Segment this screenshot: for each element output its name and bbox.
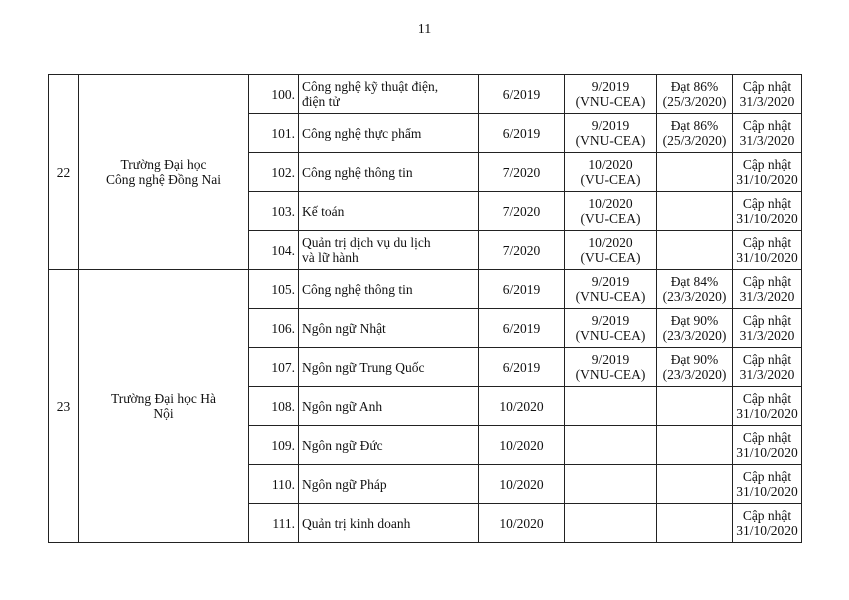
accreditation-result — [657, 114, 733, 153]
program-number: 102. — [249, 153, 299, 192]
external-evaluation-line: 9/2019 — [591, 79, 630, 94]
self-assessment-date: 6/2019 — [479, 114, 565, 153]
program-name-line: Ngôn ngữ Nhật — [302, 320, 386, 336]
school-name-line: Trường Đại học — [120, 157, 207, 172]
external-evaluation-line: (VU-CEA) — [580, 172, 641, 187]
accreditation-result — [657, 192, 733, 231]
table-row — [49, 75, 802, 114]
program-name — [299, 114, 479, 153]
accreditation-result-line: (23/3/2020) — [662, 328, 727, 343]
external-evaluation — [565, 114, 657, 153]
school-name — [79, 75, 249, 270]
external-evaluation — [565, 387, 657, 426]
program-name-line: Kế toán — [302, 203, 345, 219]
update-note — [733, 75, 802, 114]
program-number: 101. — [249, 114, 299, 153]
external-evaluation-line: (VNU-CEA) — [575, 133, 646, 148]
external-evaluation — [565, 426, 657, 465]
accreditation-result-line: (25/3/2020) — [662, 94, 727, 109]
self-assessment-date: 10/2020 — [479, 387, 565, 426]
update-note — [733, 504, 802, 543]
external-evaluation-line: 9/2019 — [591, 313, 630, 328]
update-note-line: Cập nhật — [742, 118, 792, 133]
external-evaluation-line: (VNU-CEA) — [575, 289, 646, 304]
update-note — [733, 348, 802, 387]
update-note-line: 31/3/2020 — [739, 289, 795, 304]
external-evaluation-line: (VU-CEA) — [580, 211, 641, 226]
accreditation-result-line: Đạt 86% — [670, 118, 719, 133]
school-name-line: Nội — [153, 406, 174, 421]
program-name-line: Công nghệ thông tin — [302, 164, 413, 180]
update-note-line: 31/10/2020 — [736, 445, 798, 460]
self-assessment-date: 6/2019 — [479, 348, 565, 387]
update-note-line: 31/10/2020 — [736, 172, 798, 187]
program-name-line: Công nghệ kỹ thuật điện, — [302, 79, 439, 94]
program-name-line: Quản trị dịch vụ du lịch — [302, 235, 431, 250]
update-note-line: 31/3/2020 — [739, 367, 795, 382]
update-note-line: Cập nhật — [742, 79, 792, 94]
self-assessment-date: 7/2020 — [479, 231, 565, 270]
external-evaluation — [565, 75, 657, 114]
program-name — [299, 153, 479, 192]
external-evaluation-line: 9/2019 — [591, 352, 630, 367]
page-number: 11 — [417, 22, 432, 37]
update-note-line: Cập nhật — [742, 469, 792, 484]
update-note-line: 31/3/2020 — [739, 133, 795, 148]
program-number: 110. — [249, 465, 299, 504]
program-number: 107. — [249, 348, 299, 387]
update-note — [733, 114, 802, 153]
school-name-line: Trường Đại học Hà — [110, 391, 217, 406]
update-note-line: Cập nhật — [742, 508, 792, 523]
update-note-line: Cập nhật — [742, 196, 792, 211]
update-note-line: 31/10/2020 — [736, 211, 798, 226]
program-name — [299, 465, 479, 504]
program-number: 108. — [249, 387, 299, 426]
program-number: 109. — [249, 426, 299, 465]
update-note-line: 31/10/2020 — [736, 523, 798, 538]
accreditation-result — [657, 426, 733, 465]
update-note-line: Cập nhật — [742, 430, 792, 445]
update-note-line: 31/10/2020 — [736, 484, 798, 499]
accreditation-result-line: Đạt 90% — [670, 352, 719, 367]
program-name — [299, 75, 479, 114]
program-name-line: Ngôn ngữ Trung Quốc — [302, 359, 425, 375]
accreditation-result-line: Đạt 90% — [670, 313, 719, 328]
update-note — [733, 153, 802, 192]
external-evaluation-line: 10/2020 — [588, 157, 633, 172]
external-evaluation-line: 10/2020 — [588, 235, 633, 250]
accreditation-result-line: (23/3/2020) — [662, 367, 727, 382]
update-note-line: Cập nhật — [742, 391, 792, 406]
school-name-line: Công nghệ Đồng Nai — [105, 172, 222, 187]
external-evaluation — [565, 153, 657, 192]
update-note — [733, 465, 802, 504]
update-note-line: Cập nhật — [742, 157, 792, 172]
program-name-line: và lữ hành — [302, 250, 359, 265]
school-index: 23 — [49, 270, 79, 543]
external-evaluation-line: (VU-CEA) — [580, 250, 641, 265]
update-note-line: 31/3/2020 — [739, 328, 795, 343]
table-row — [49, 270, 802, 309]
accreditation-result — [657, 75, 733, 114]
external-evaluation — [565, 192, 657, 231]
accreditation-result — [657, 504, 733, 543]
self-assessment-date: 7/2020 — [479, 192, 565, 231]
accreditation-result — [657, 465, 733, 504]
accreditation-result — [657, 231, 733, 270]
external-evaluation — [565, 465, 657, 504]
update-note-line: Cập nhật — [742, 352, 792, 367]
program-number: 100. — [249, 75, 299, 114]
program-name — [299, 426, 479, 465]
self-assessment-date: 7/2020 — [479, 153, 565, 192]
program-name-line: Công nghệ thực phẩm — [302, 125, 422, 141]
update-note-line: 31/3/2020 — [739, 94, 795, 109]
external-evaluation — [565, 231, 657, 270]
update-note-line: Cập nhật — [742, 313, 792, 328]
accreditation-result — [657, 348, 733, 387]
external-evaluation-line: (VNU-CEA) — [575, 328, 646, 343]
program-number: 103. — [249, 192, 299, 231]
external-evaluation — [565, 270, 657, 309]
school-name — [79, 270, 249, 543]
update-note — [733, 192, 802, 231]
external-evaluation-line: 10/2020 — [588, 196, 633, 211]
external-evaluation-line: 9/2019 — [591, 118, 630, 133]
update-note-line: 31/10/2020 — [736, 250, 798, 265]
update-note-line: Cập nhật — [742, 235, 792, 250]
accreditation-result — [657, 387, 733, 426]
self-assessment-date: 10/2020 — [479, 504, 565, 543]
program-number: 106. — [249, 309, 299, 348]
accreditation-table — [48, 74, 802, 543]
update-note — [733, 270, 802, 309]
external-evaluation-line: (VNU-CEA) — [575, 367, 646, 382]
program-name-line: điện tử — [302, 94, 340, 109]
program-number: 105. — [249, 270, 299, 309]
update-note — [733, 231, 802, 270]
program-name-line: Ngôn ngữ Pháp — [302, 476, 387, 492]
program-name — [299, 348, 479, 387]
external-evaluation-line: 9/2019 — [591, 274, 630, 289]
update-note-line: 31/10/2020 — [736, 406, 798, 421]
program-name-line: Ngôn ngữ Đức — [302, 437, 383, 453]
external-evaluation — [565, 309, 657, 348]
update-note-line: Cập nhật — [742, 274, 792, 289]
self-assessment-date: 10/2020 — [479, 426, 565, 465]
accreditation-result-line: Đạt 86% — [670, 79, 719, 94]
self-assessment-date: 6/2019 — [479, 309, 565, 348]
self-assessment-date: 6/2019 — [479, 75, 565, 114]
program-name — [299, 309, 479, 348]
update-note — [733, 309, 802, 348]
program-number: 111. — [249, 504, 299, 543]
program-name — [299, 192, 479, 231]
school-index: 22 — [49, 75, 79, 270]
program-name — [299, 270, 479, 309]
accreditation-result — [657, 309, 733, 348]
self-assessment-date: 6/2019 — [479, 270, 565, 309]
program-name — [299, 504, 479, 543]
program-number: 104. — [249, 231, 299, 270]
update-note — [733, 426, 802, 465]
accreditation-result-line: (25/3/2020) — [662, 133, 727, 148]
external-evaluation-line: (VNU-CEA) — [575, 94, 646, 109]
accreditation-result-line: (23/3/2020) — [662, 289, 727, 304]
update-note — [733, 387, 802, 426]
program-name-line: Quản trị kinh doanh — [302, 515, 411, 531]
external-evaluation — [565, 348, 657, 387]
program-name-line: Ngôn ngữ Anh — [302, 398, 383, 414]
program-name-line: Công nghệ thông tin — [302, 281, 413, 297]
program-name — [299, 387, 479, 426]
external-evaluation — [565, 504, 657, 543]
accreditation-result-line: Đạt 84% — [670, 274, 719, 289]
self-assessment-date: 10/2020 — [479, 465, 565, 504]
accreditation-result — [657, 270, 733, 309]
accreditation-result — [657, 153, 733, 192]
program-name — [299, 231, 479, 270]
